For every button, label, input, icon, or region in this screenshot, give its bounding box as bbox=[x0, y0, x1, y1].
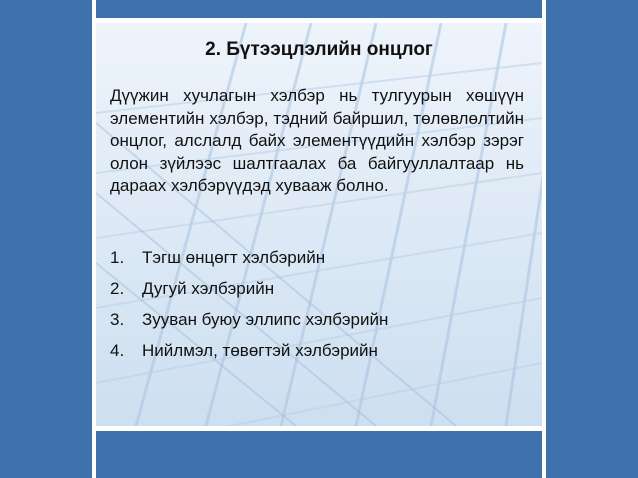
numbered-list bbox=[110, 242, 530, 366]
list-item-number: 2. bbox=[110, 279, 125, 298]
list-item bbox=[110, 335, 530, 366]
list-item-text: Нийлмэл, төвөгтэй хэлбэрийн bbox=[142, 341, 378, 360]
list-item bbox=[110, 273, 530, 304]
list-item-text: Зууван буюу эллипс хэлбэрийн bbox=[142, 310, 389, 329]
slide-title: 2. Бүтээцлэлийн онцлог bbox=[205, 39, 433, 60]
list-item bbox=[110, 242, 530, 273]
body-paragraph: Дүүжин хучлагын хэлбэр нь тулгуурын хөшүүн элементийн хэлбэр, тэдний байршил, төлөвлөлтийн онцлог, алслалд байх элементүүдийн хэлбэр зэрэг олон зүйлээс шалтгаалах ба байгууллалтаар нь дараах хэлбэрүүдэд хувааж болно. bbox=[110, 86, 524, 196]
list-item bbox=[110, 304, 530, 335]
right-frame-line bbox=[542, 0, 546, 478]
list-item-text: Тэгш өнцөгт хэлбэрийн bbox=[142, 248, 326, 267]
list-item-number: 3. bbox=[110, 310, 125, 329]
list-item-number: 1. bbox=[110, 248, 125, 267]
content-panel bbox=[96, 23, 542, 426]
list-item-number: 4. bbox=[110, 341, 125, 360]
bottom-frame-band bbox=[96, 426, 542, 431]
list-item-text: Дугуй хэлбэрийн bbox=[142, 279, 275, 298]
